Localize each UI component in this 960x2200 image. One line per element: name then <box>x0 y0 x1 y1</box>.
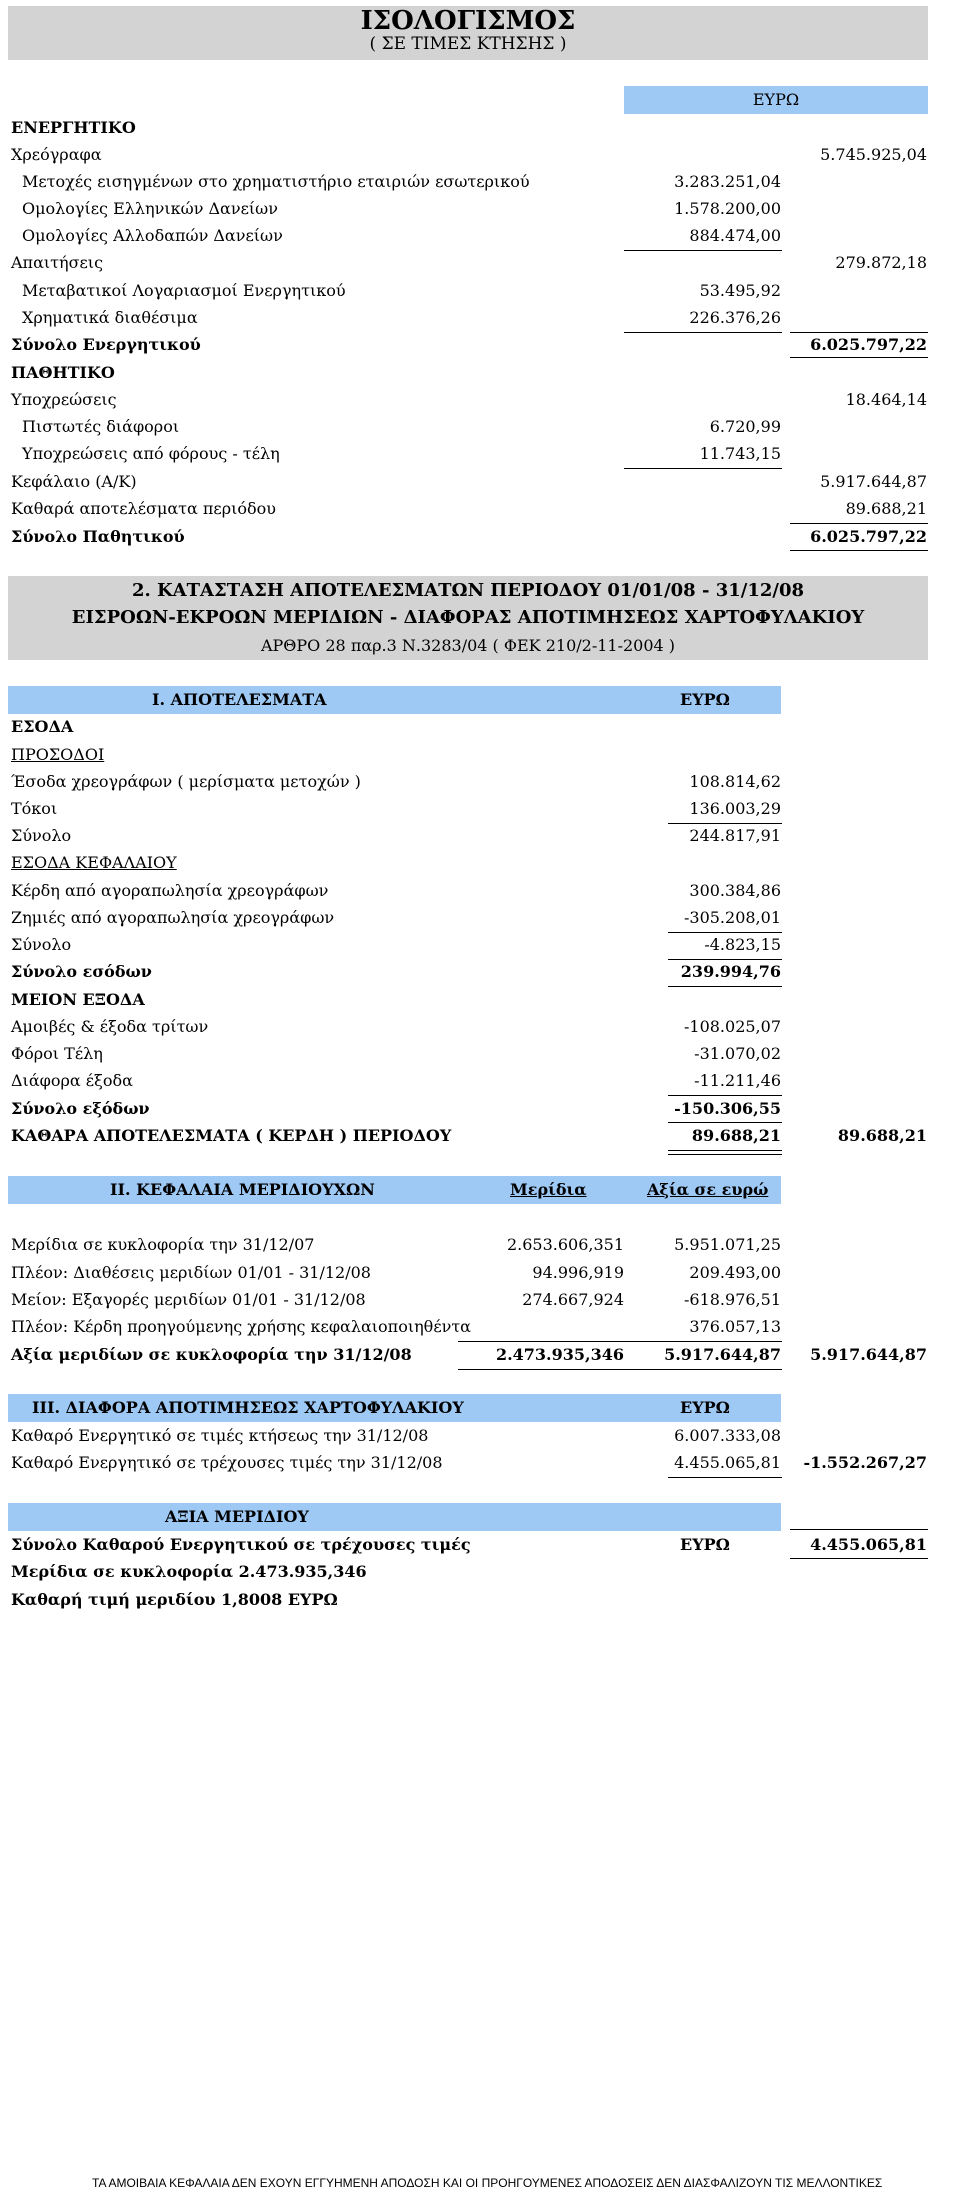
results-row-value: 244.817,91 <box>689 826 781 845</box>
balance-row-sub: 53.495,92 <box>699 281 781 300</box>
capital-row-label: Μερίδια σε κυκλοφορία την 31/12/07 <box>11 1235 315 1254</box>
results-row-value: -108.025,07 <box>683 1017 781 1036</box>
balance-currency-header: ΕΥΡΩ <box>752 90 800 109</box>
rule <box>668 959 782 960</box>
capital-row-value: 5.951.071,25 <box>674 1235 781 1254</box>
capital-row-value: 209.493,00 <box>689 1263 781 1282</box>
balance-row-label: Πιστωτές διάφοροι <box>22 417 180 436</box>
balance-row-sub: 6.720,99 <box>709 417 781 436</box>
balance-row-total: 6.025.797,22 <box>810 527 927 546</box>
results-row-value: 300.384,86 <box>689 881 781 900</box>
balance-title: ΙΣΟΛΟΓΙΣΜΟΣ <box>360 6 576 36</box>
balance-row-total: 5.745.925,04 <box>820 145 927 164</box>
valuation-row-extra: -1.552.267,27 <box>803 1453 927 1472</box>
rule <box>668 1150 782 1151</box>
capital-row-label: Αξία μεριδίων σε κυκλοφορία την 31/12/08 <box>11 1345 412 1364</box>
results-row-value: -31.070,02 <box>694 1044 781 1063</box>
results-row-label: Ζημιές από αγοραπωλησία χρεογράφων <box>11 908 335 927</box>
valuation-row-value: 4.455.065,81 <box>674 1453 781 1472</box>
rule <box>790 550 928 551</box>
valuation-row-label: Καθαρό Ενεργητικό σε τρέχουσες τιμές την 31/12/08 <box>11 1453 443 1472</box>
results-row-value: -11.211,46 <box>694 1071 781 1090</box>
statement-title-line2: ΕΙΣΡΟΩΝ-ΕΚΡΟΩΝ ΜΕΡΙΔΙΩΝ - ΔΙΑΦΟΡΑΣ ΑΠΟΤΙΜΗΣΕΩΣ ΧΑΡΤΟΦΥΛΑΚΙΟΥ <box>71 607 865 628</box>
rule <box>624 468 782 469</box>
balance-subtitle: ( ΣΕ ΤΙΜΕΣ ΚΤΗΣΗΣ ) <box>369 34 567 54</box>
footer-disclaimer: ΤΑ ΑΜΟΙΒΑΙΑ ΚΕΦΑΛΑΙΑ ΔΕΝ ΕΧΟΥΝ ΕΓΓΥΗΜΕΝΗ ΑΠΟΔΟΣΗ ΚΑΙ ΟΙ ΠΡΟΗΓΟΥΜΕΝΕΣ ΑΠΟΔΟΣΕΙΣ ΔΕΝ ΔΙΑΣΦΑΛΙΖΟΥΝ ΤΙΣ ΜΕΛΛΟΝΤΙΚΕΣ <box>92 2176 883 2190</box>
results-row-label: ΠΡΟΣΟΔΟΙ <box>11 745 105 764</box>
capital-row-value: -618.976,51 <box>683 1290 781 1309</box>
balance-row-total: 89.688,21 <box>845 499 927 518</box>
rule <box>624 332 782 333</box>
capital-row-label: Πλέον: Διαθέσεις μεριδίων 01/01 - 31/12/08 <box>11 1263 371 1282</box>
balance-row-label: Καθαρά αποτελέσματα περιόδου <box>11 499 276 518</box>
results-row-label: Σύνολο εσόδων <box>11 962 152 981</box>
capital-row-label: Μείον: Εξαγορές μεριδίων 01/01 - 31/12/08 <box>11 1290 366 1309</box>
results-row-value: 108.814,62 <box>689 772 781 791</box>
balance-row-label: Απαιτήσεις <box>11 253 104 272</box>
unit-value-header-band <box>8 1503 781 1531</box>
results-row-label: ΕΣΟΔΑ <box>11 717 74 736</box>
rule <box>668 986 782 987</box>
statement-title-line1: 2. ΚΑΤΑΣΤΑΣΗ ΑΠΟΤΕΛΕΣΜΑΤΩΝ ΠΕΡΙΟΔΟΥ 01/01/08 - 31/12/08 <box>131 580 805 601</box>
results-row-label: Κέρδη από αγοραπωλησία χρεογράφων <box>11 881 329 900</box>
results-row-label: Διάφορα έξοδα <box>11 1071 133 1090</box>
capital-col-value: Αξία σε ευρώ <box>647 1180 769 1199</box>
results-row-label: ΕΣΟΔΑ ΚΕΦΑΛΑΙΟΥ <box>11 853 177 872</box>
nav-total-label: Σύνολο Καθαρού Ενεργητικού σε τρέχουσες τιμές <box>11 1535 471 1554</box>
results-row-label: Έσοδα χρεογράφων ( μερίσματα μετοχών ) <box>11 772 361 791</box>
valuation-currency-header: ΕΥΡΩ <box>680 1398 730 1417</box>
rule <box>790 1529 928 1530</box>
results-row-value: -150.306,55 <box>674 1099 781 1118</box>
results-row-value: 89.688,21 <box>691 1126 781 1145</box>
valuation-row-value: 6.007.333,08 <box>674 1426 781 1445</box>
liabilities-heading: ΠΑΘΗΤΙΚΟ <box>11 363 115 382</box>
results-currency-header: ΕΥΡΩ <box>680 690 730 709</box>
rule <box>668 823 782 824</box>
rule <box>668 932 782 933</box>
results-header: Ι. ΑΠΟΤΕΛΕΣΜΑΤΑ <box>152 690 327 709</box>
capital-row-value: 5.917.644,87 <box>664 1345 781 1364</box>
statement-title-line3: ΑΡΘΡΟ 28 παρ.3 Ν.3283/04 ( ΦΕΚ 210/2-11-2004 ) <box>260 636 676 655</box>
valuation-header: ΙΙΙ. ΔΙΑΦΟΡΑ ΑΠΟΤΙΜΗΣΕΩΣ ΧΑΡΤΟΦΥΛΑΚΙΟΥ <box>32 1398 464 1417</box>
balance-row-label: Σύνολο Ενεργητικού <box>11 335 201 354</box>
capital-row-value: 376.057,13 <box>689 1317 781 1336</box>
rule <box>790 1558 928 1559</box>
nav-total-value: 4.455.065,81 <box>810 1535 927 1554</box>
results-row-label: Αμοιβές & έξοδα τρίτων <box>11 1017 209 1036</box>
results-header-band <box>8 686 781 714</box>
balance-row-sub: 884.474,00 <box>689 226 781 245</box>
results-row-value: 136.003,29 <box>689 799 781 818</box>
balance-row-total: 18.464,14 <box>845 390 927 409</box>
balance-row-label: Υποχρεώσεις από φόρους - τέλη <box>22 444 280 463</box>
balance-row-label: Υποχρεώσεις <box>11 390 117 409</box>
rule <box>790 523 928 524</box>
balance-row-total: 6.025.797,22 <box>810 335 927 354</box>
balance-row-label: Μεταβατικοί Λογαριασμοί Ενεργητικού <box>22 281 346 300</box>
results-row-extra: 89.688,21 <box>837 1126 927 1145</box>
unit-value-header: ΑΞΙΑ ΜΕΡΙΔΙΟΥ <box>165 1507 309 1526</box>
net-unit-price: Καθαρή τιμή μεριδίου 1,8008 ΕΥΡΩ <box>11 1590 338 1609</box>
nav-total-currency: ΕΥΡΩ <box>680 1535 730 1554</box>
balance-row-label: Μετοχές εισηγμένων στο χρηματιστήριο εταιριών εσωτερικού <box>22 172 530 191</box>
rule <box>668 1095 782 1096</box>
results-row-value: -4.823,15 <box>704 935 781 954</box>
balance-row-label: Χρηματικά διαθέσιμα <box>22 308 198 327</box>
results-row-label: ΜΕΙΟΝ ΕΞΟΔΑ <box>11 990 145 1009</box>
results-row-value: 239.994,76 <box>680 962 781 981</box>
capital-row-units: 2.653.606,351 <box>506 1235 624 1254</box>
rule <box>790 332 928 333</box>
capital-row-extra: 5.917.644,87 <box>810 1345 927 1364</box>
balance-row-total: 279.872,18 <box>835 253 927 272</box>
results-row-label: Τόκοι <box>11 799 58 818</box>
results-row-label: Σύνολο εξόδων <box>11 1099 150 1118</box>
assets-heading: ΕΝΕΡΓΗΤΙΚΟ <box>11 118 136 137</box>
rule <box>790 357 928 358</box>
results-row-label: Φόροι Τέλη <box>11 1044 103 1063</box>
balance-row-total: 5.917.644,87 <box>820 472 927 491</box>
balance-row-sub: 11.743,15 <box>699 444 781 463</box>
balance-row-sub: 3.283.251,04 <box>674 172 781 191</box>
results-row-value: -305.208,01 <box>683 908 781 927</box>
capital-col-units: Μερίδια <box>510 1180 587 1199</box>
valuation-row-label: Καθαρό Ενεργητικό σε τιμές κτήσεως την 31/12/08 <box>11 1426 429 1445</box>
balance-row-label: Κεφάλαιο (Α/Κ) <box>11 472 137 491</box>
results-row-label: Σύνολο <box>11 935 72 954</box>
results-row-label: Σύνολο <box>11 826 72 845</box>
balance-row-sub: 226.376,26 <box>689 308 781 327</box>
results-row-label: ΚΑΘΑΡΑ ΑΠΟΤΕΛΕΣΜΑΤΑ ( ΚΕΡΔΗ ) ΠΕΡΙΟΔΟΥ <box>11 1126 452 1145</box>
rule <box>458 1369 782 1370</box>
capital-row-units: 274.667,924 <box>522 1290 624 1309</box>
balance-row-sub: 1.578.200,00 <box>674 199 781 218</box>
balance-row-label: Σύνολο Παθητικού <box>11 527 185 546</box>
rule <box>668 1154 782 1155</box>
capital-row-units: 94.996,919 <box>532 1263 624 1282</box>
rule <box>668 1122 782 1123</box>
capital-row-label: Πλέον: Κέρδη προηγούμενης χρήσης κεφαλαιοποιηθέντα <box>11 1317 471 1336</box>
balance-row-label: Ομολογίες Ελληνικών Δανείων <box>22 199 278 218</box>
rule <box>458 1341 782 1342</box>
rule <box>668 1477 782 1478</box>
units-outstanding: Μερίδια σε κυκλοφορία 2.473.935,346 <box>11 1562 367 1581</box>
balance-row-label: Χρεόγραφα <box>11 145 102 164</box>
capital-header: ΙΙ. ΚΕΦΑΛΑΙΑ ΜΕΡΙΔΙΟΥΧΩΝ <box>110 1180 375 1199</box>
capital-row-units: 2.473.935,346 <box>495 1345 624 1364</box>
balance-row-label: Ομολογίες Αλλοδαπών Δανείων <box>22 226 283 245</box>
rule <box>624 250 782 251</box>
